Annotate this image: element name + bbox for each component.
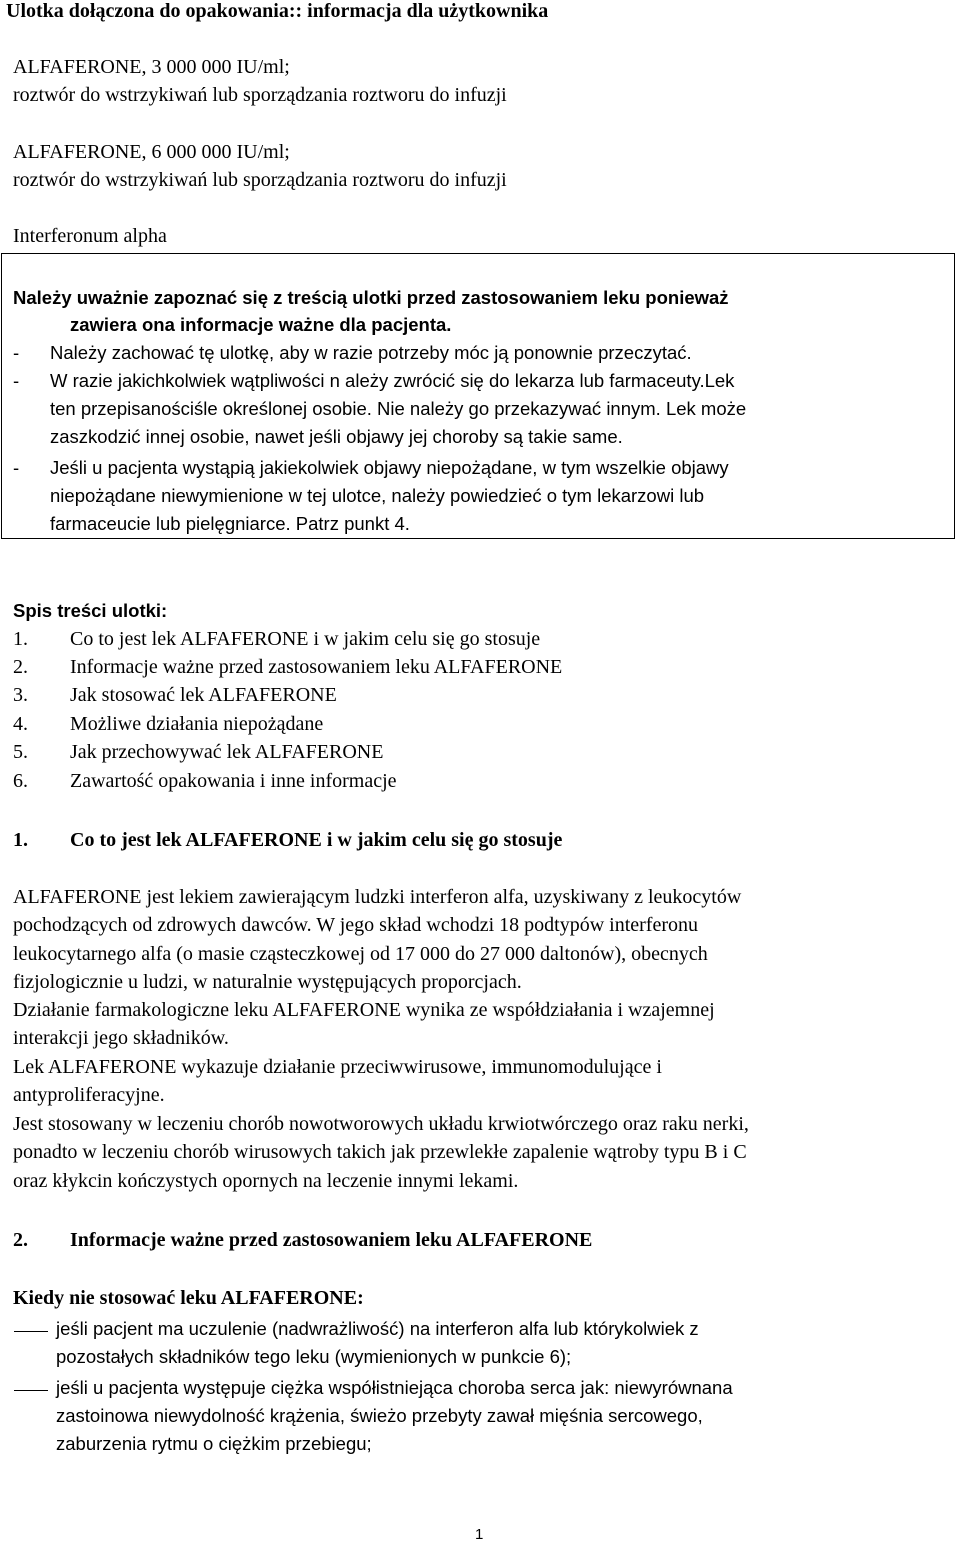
section2-heading: Informacje ważne przed zastosowaniem leku ALFAFERONE [70, 1229, 593, 1251]
notice-item-side-effects-line2: niepożądane niewymienione w tej ulotce, należy powiedzieć o tym lekarzowi lub [50, 485, 705, 506]
section1-paragraph-line: ALFAFERONE jest lekiem zawierającym ludzki interferon alfa, uzyskiwany z leukocytów [13, 886, 742, 908]
toc-item-5[interactable]: Jak przechowywać lek ALFAFERONE [70, 741, 384, 763]
notice-item-side-effects-line3: farmaceucie lub pielęgniarce. Patrz punkt 4. [50, 513, 410, 534]
notice-dash: - [13, 457, 20, 478]
contraindication-1-line2: pozostałych składników tego leku (wymienionych w punkcie 6); [56, 1346, 572, 1367]
leaflet-title: Ulotka dołączona do opakowania:: informacja dla użytkownika [6, 0, 549, 22]
contraindication-2-line3: zaburzenia rytmu o ciężkim przebiegu; [56, 1433, 372, 1454]
section1-paragraph-line: oraz kłykcin kończystych opornych na leczenie innymi lekami. [13, 1170, 519, 1192]
notice-item-side-effects-line1: Jeśli u pacjenta wystąpią jakiekolwiek objawy niepożądane, w tym wszelkie objawy [50, 457, 729, 478]
toc-item-2[interactable]: Informacje ważne przed zastosowaniem leku ALFAFERONE [70, 656, 563, 678]
notice-item-doubts-line3: zaszkodzić innej osobie, nawet jeśli objawy jej choroby są takie same. [50, 426, 623, 447]
contraindication-2-line2: zastoinowa niewydolność krążenia, świeżo przebyty zawał mięśnia sercowego, [56, 1405, 703, 1426]
contraindications-heading: Kiedy nie stosować leku ALFAFERONE: [13, 1287, 364, 1309]
notice-item-doubts-line2: ten przepisanościśle określonej osobie. Nie należy go przekazywać innym. Lek może [50, 398, 747, 419]
section1-paragraph-line: Lek ALFAFERONE wykazuje działanie przeciwwirusowe, immunomodulujące i [13, 1056, 662, 1078]
section1-paragraph-line: pochodzących od zdrowych dawców. W jego skład wchodzi 18 podtypów interferonu [13, 914, 698, 936]
section1-paragraph-line: Działanie farmakologiczne leku ALFAFERONE wynika ze współdziałania i wzajemnej [13, 999, 715, 1021]
toc-item-number: 1. [13, 628, 28, 650]
contraindication-2-line1: jeśli u pacjenta występuje ciężka współistniejąca choroba serca jak: niewyrównana [56, 1377, 733, 1398]
notice-heading-line2: zawiera ona informacje ważne dla pacjenta. [70, 314, 452, 335]
toc-heading: Spis treści ulotki: [13, 600, 168, 621]
section1-paragraph-line: antyproliferacyjne. [13, 1084, 165, 1106]
bullet-dash [14, 1331, 48, 1332]
contraindication-1-line1: jeśli pacjent ma uczulenie (nadwrażliwość) na interferon alfa lub którykolwiek z [56, 1318, 699, 1339]
toc-item-6[interactable]: Zawartość opakowania i inne informacje [70, 770, 397, 792]
product1-name: ALFAFERONE, 3 000 000 IU/ml; [13, 56, 290, 78]
section1-number: 1. [13, 829, 28, 851]
toc-item-1[interactable]: Co to jest lek ALFAFERONE i w jakim celu się go stosuje [70, 628, 541, 650]
product1-form: roztwór do wstrzykiwań lub sporządzania roztworu do infuzji [13, 84, 507, 106]
toc-item-number: 2. [13, 656, 28, 678]
notice-item-keep-leaflet: Należy zachować tę ulotkę, aby w razie potrzeby móc ją ponownie przeczytać. [50, 342, 692, 363]
toc-item-4[interactable]: Możliwe działania niepożądane [70, 713, 324, 735]
notice-item-doubts-line1: W razie jakichkolwiek wątpliwości n ależy zwrócić się do lekarza lub farmaceuty.Lek [50, 370, 735, 391]
product2-name: ALFAFERONE, 6 000 000 IU/ml; [13, 141, 290, 163]
product2-form: roztwór do wstrzykiwań lub sporządzania roztworu do infuzji [13, 169, 507, 191]
bullet-dash [14, 1390, 48, 1391]
toc-item-number: 5. [13, 741, 28, 763]
section1-paragraph-line: Jest stosowany w leczeniu chorób nowotworowych układu krwiotwórczego oraz raku nerki, [13, 1113, 749, 1135]
notice-dash: - [13, 370, 20, 391]
toc-item-number: 6. [13, 770, 28, 792]
section1-heading: Co to jest lek ALFAFERONE i w jakim celu się go stosuje [70, 829, 563, 851]
page-number: 1 [475, 1526, 484, 1543]
toc-item-number: 3. [13, 684, 28, 706]
toc-item-3[interactable]: Jak stosować lek ALFAFERONE [70, 684, 337, 706]
active-substance: Interferonum alpha [13, 225, 167, 247]
section1-paragraph-line: fizjologicznie u ludzi, w naturalnie występujących proporcjach. [13, 971, 522, 993]
section2-number: 2. [13, 1229, 28, 1251]
section1-paragraph-line: ponadto w leczeniu chorób wirusowych takich jak przewlekłe zapalenie wątroby typu B i C [13, 1141, 747, 1163]
section1-paragraph-line: leukocytarnego alfa (o masie cząsteczkowej od 17 000 do 27 000 daltonów), obecnych [13, 943, 708, 965]
notice-dash: - [13, 342, 20, 363]
notice-heading-line1: Należy uważnie zapoznać się z treścią ulotki przed zastosowaniem leku ponieważ [13, 287, 729, 308]
section1-paragraph-line: interakcji jego składników. [13, 1027, 229, 1049]
toc-item-number: 4. [13, 713, 28, 735]
